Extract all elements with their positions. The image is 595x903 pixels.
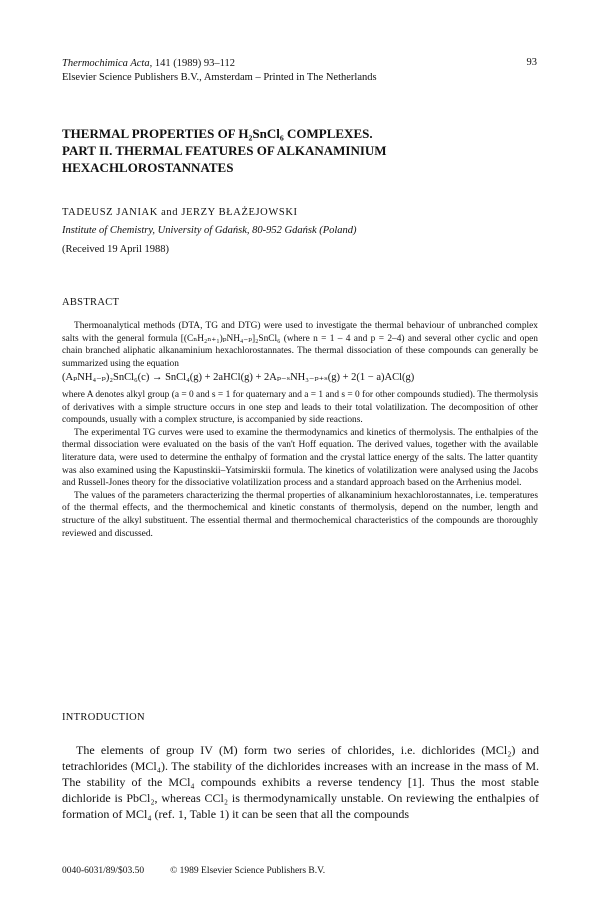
abstract-paragraph-1: Thermoanalytical methods (DTA, TG and DTG) were used to investigate the thermal behaviour of unbranched complex salts with the general formula [(CₙH₂ₙ₊₁)ₚNH₄₋ₚ]₂SnCl₆ (where n = 1 – 4 and p = 2–4) and several other cyclic and open chain branched aliphatic alkanaminium hexachlorostannates. The thermal dissociation of these compounds can generally be summarized using the equation <box>62 321 538 369</box>
introduction-heading: INTRODUCTION <box>62 712 145 723</box>
abstract-body <box>62 320 538 540</box>
author-list: TADEUSZ JANIAK and JERZY BŁAŻEJOWSKI <box>62 207 298 218</box>
copyright-notice: © 1989 Elsevier Science Publishers B.V. <box>170 866 326 876</box>
title-line-1: THERMAL PROPERTIES OF H₂SnCl₆ COMPLEXES. <box>62 126 373 141</box>
journal-citation <box>62 57 532 71</box>
journal-reference: 141 (1989) 93–112 <box>152 58 235 69</box>
abstract-paragraph-3: The experimental TG curves were used to examine the thermodynamics and kinetics of thermolysis. The enthalpies of the thermal dissociation were evaluated on the basis of the van't Hoff equation. The derived values, together with the available literature data, were used to determine the enthalpy of formation and the crystal lattice energy of the salts. The latter quantity was also examined using the Kapustinskii–Yatsimirskii formula. The kinetics of volatilization were analysed using the Jacobs and Russell-Jones theory for the dissociative volatilization process and a standard approach based on the Arrhenius model. <box>62 427 538 489</box>
page-footer <box>62 866 325 876</box>
page-number: 93 <box>526 57 537 68</box>
title-line-2: PART II. THERMAL FEATURES OF ALKANAMINIUM <box>62 143 387 158</box>
affiliation: Institute of Chemistry, University of Gdańsk, 80-952 Gdańsk (Poland) <box>62 225 357 236</box>
journal-header <box>62 57 532 85</box>
article-title <box>62 125 542 176</box>
issn-code: 0040-6031/89/$03.50 <box>62 866 145 876</box>
abstract-paragraph-2: where A denotes alkyl group (a = 0 and s = 1 for quaternary and a = 1 and s = 0 for other compounds studied). The thermolysis of derivatives with a simple structure occurs in one step and leads to their total volatilization. The decomposition of other compounds, usually with a complex structure, is accompanied by side reactions. <box>62 389 538 426</box>
dissociation-equation: (AₚNH₄₋ₚ)₂SnCl₆(c) → SnCl₄(g) + 2aHCl(g) + 2Aₚ₋ₛNH₃₋ₚ₊ₛ(g) + 2(1 − a)ACl(g) <box>62 372 415 384</box>
introduction-paragraph-1: The elements of group IV (M) form two series of chlorides, i.e. dichlorides (MCl₂) and tetrachlorides (MCl₄). The stability of the dichlorides increases with an increase in the mass of M. The stability of the MCl₄ compounds exhibits a reverse tendency [1]. Thus the most stable dichloride is PbCl₂, whereas CCl₂ is thermodynamically unstable. On reviewing the enthalpies of formation of MCl₄ (ref. 1, Table 1) it can be seen that all the compounds <box>62 743 539 821</box>
abstract-heading: ABSTRACT <box>62 297 120 308</box>
title-line-3: HEXACHLOROSTANNATES <box>62 160 234 175</box>
publisher-line: Elsevier Science Publishers B.V., Amsterdam – Printed in The Netherlands <box>62 72 377 83</box>
journal-name: Thermochimica Acta, <box>62 58 153 69</box>
abstract-paragraph-4: The values of the parameters characterizing the thermal properties of alkanaminium hexachlorostannates, i.e. temperatures of the thermal effects, and the thermochemical and kinetic constants of thermolysis, depend on the number, length and structure of the alkyl substituent. The essential thermal and thermochemical characteristics of the compounds are thoroughly reviewed and discussed. <box>62 490 538 539</box>
received-date: (Received 19 April 1988) <box>62 244 170 255</box>
introduction-body <box>62 742 539 822</box>
